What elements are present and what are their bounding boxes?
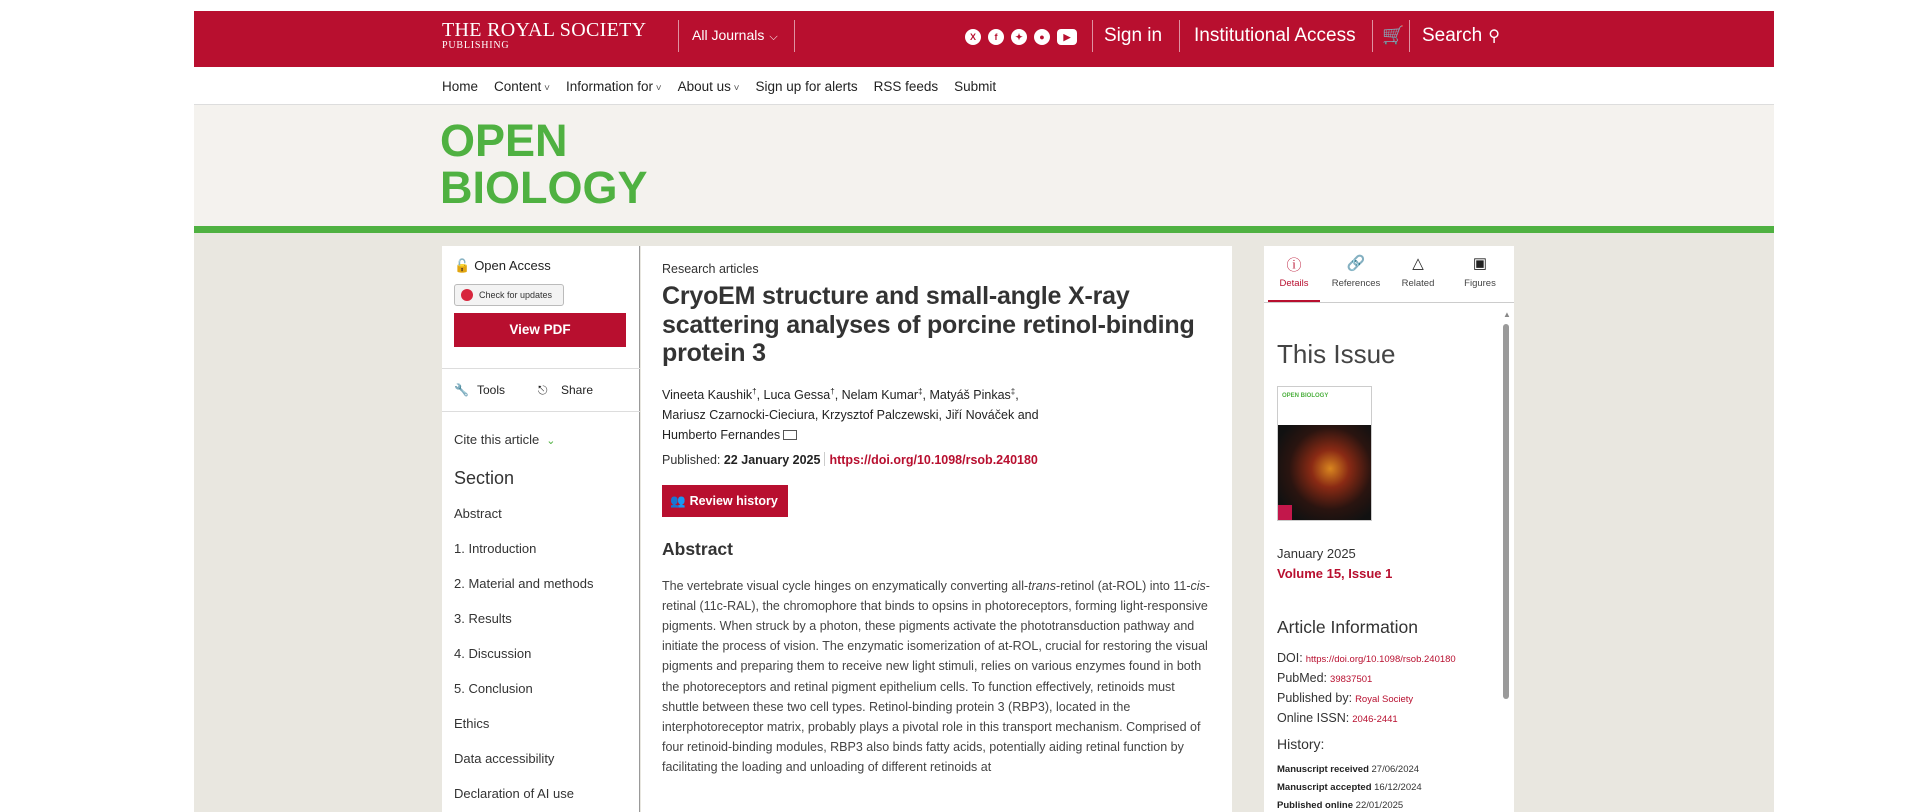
tools-button[interactable]	[454, 383, 505, 397]
section-list	[454, 506, 593, 812]
review-history-label: Review history	[689, 493, 778, 508]
history-label: Published online	[1277, 800, 1354, 811]
section-link-material-methods[interactable]: 2. Material and methods	[454, 576, 594, 591]
issn-label: Online ISSN:	[1277, 711, 1350, 725]
tab-label: Related	[1401, 278, 1435, 289]
history-date: 16/12/2024	[1374, 782, 1422, 793]
section-link-discussion[interactable]: 4. Discussion	[454, 646, 532, 661]
pubmed-info	[1277, 671, 1372, 685]
article-type: Research articles	[662, 262, 759, 276]
divider	[824, 452, 825, 466]
institutional-access-link[interactable]: Institutional Access	[1194, 25, 1356, 46]
email-icon[interactable]	[783, 430, 797, 440]
tools-label: Tools	[477, 383, 506, 397]
published-by-label: Published by:	[1277, 691, 1353, 705]
pubmed-label: PubMed:	[1277, 671, 1328, 685]
abstract-italic: trans	[1028, 578, 1056, 593]
divider	[1372, 20, 1373, 52]
abstract-segment: -retinal (11c-RAL), the chromophore that binds to opsins in photoreceptors, forming light-responsive pigments. When struck by a photon, these pigments activate the phototransduction pathway and initiate the process of vision. The enzymatic isomerization of at-ROL, crucial for restoring the visual pigments and preparing them to receive new light stimuli, relies on various enzymes found in both the photoreceptors and retinal pigment epithelium cells. To function effectively, retinoids must shuttle between these two cell types. Retinol-binding protein 3 (RBP3), located in the interphotoreceptor matrix, probably plays a pivotal role in this transport mechanism. Comprised of four retinoid-binding modules, RBP3 also binds fatty acids, potentially aiding retinal function by facilitating the loading and unloading of different retinoids at	[662, 578, 1210, 775]
sign-in-link[interactable]: Sign in	[1104, 25, 1163, 46]
section-link-abstract[interactable]: Abstract	[454, 506, 502, 521]
abstract-segment: -retinol (at-ROL) into 11-	[1055, 578, 1191, 593]
tab-label: References	[1331, 278, 1381, 289]
image-icon: ▣	[1472, 255, 1488, 272]
history-item	[1277, 782, 1422, 793]
cover-title: OPEN BIOLOGY	[1282, 393, 1329, 399]
abstract-text	[662, 576, 1212, 778]
published-label: Published:	[662, 452, 721, 467]
doi-info	[1277, 651, 1456, 665]
check-for-updates-button[interactable]	[454, 284, 564, 306]
author-note: ‡	[918, 386, 923, 396]
x-icon[interactable]: X	[965, 29, 981, 45]
tab-details[interactable]	[1264, 254, 1324, 289]
issue-date: January 2025	[1277, 546, 1356, 561]
cart-icon[interactable]: 🛒	[1382, 25, 1405, 45]
view-pdf-button[interactable]: View PDF	[454, 313, 626, 347]
journal-logo[interactable]	[440, 117, 648, 211]
share-icon: ⎋	[538, 383, 548, 397]
open-lock-icon: 🔓	[454, 258, 471, 273]
pubmed-link[interactable]: 39837501	[1330, 674, 1373, 685]
nav-submit[interactable]: Submit	[954, 79, 997, 94]
chevron-down-icon: ⌄	[546, 435, 556, 447]
author-name[interactable]: Mariusz Czarnocki-Cieciura	[662, 407, 815, 422]
history-heading: History:	[1277, 736, 1325, 752]
author-list: Vineeta Kaushik†, Luca Gessa†, Nelam Kumar‡, Matyáš Pinkas‡, Mariusz Czarnocki-Cieciura, Krzysztof Palczewski, Jiří Nováček and Humberto Fernandes	[662, 386, 1039, 442]
abstract-segment: The vertebrate visual cycle hinges on enzymatically converting all-	[662, 578, 1029, 593]
section-link-ai-declaration[interactable]: Declaration of AI use	[454, 786, 574, 801]
journal-name-line1: OPEN	[440, 115, 568, 166]
section-heading: Section	[454, 468, 515, 488]
cite-label: Cite this article	[454, 432, 540, 447]
wrench-icon: 🔧	[454, 383, 469, 397]
abstract-italic: cis	[1190, 578, 1206, 593]
divider	[1409, 20, 1410, 52]
divider	[1092, 20, 1093, 52]
scrollbar-thumb[interactable]	[1503, 324, 1509, 699]
doi-label: DOI:	[1277, 651, 1303, 665]
nav-content[interactable]: Content ˅	[494, 79, 550, 94]
author-name[interactable]: Humberto Fernandes	[662, 427, 781, 442]
bluesky-icon[interactable]: ✦	[1011, 29, 1027, 45]
section-link-data-accessibility[interactable]: Data accessibility	[454, 751, 555, 766]
check-for-updates-label: Check for updates	[479, 290, 553, 300]
chevron-down-icon: ⌵	[769, 31, 778, 43]
crossmark-icon	[461, 289, 473, 301]
journal-banner	[194, 105, 1774, 233]
section-link-introduction[interactable]: 1. Introduction	[454, 541, 537, 556]
history-label: Manuscript received	[1277, 764, 1369, 775]
cite-this-article-toggle[interactable]	[454, 432, 555, 447]
history-date: 22/01/2025	[1355, 800, 1404, 811]
author-name[interactable]: Luca Gessa	[763, 387, 831, 402]
tab-label: Details	[1279, 278, 1309, 289]
all-journals-dropdown[interactable]	[692, 27, 778, 44]
search-label: Search	[1422, 25, 1483, 46]
issn-link[interactable]: 2046-2441	[1352, 714, 1398, 725]
search-icon: ⚲	[1488, 28, 1500, 45]
tab-references[interactable]	[1326, 254, 1386, 289]
publisher-link[interactable]: Royal Society	[1355, 694, 1414, 705]
review-history-button[interactable]	[662, 485, 788, 517]
author-note: †	[752, 386, 757, 396]
author-note: †	[830, 386, 835, 396]
tools-share-row	[442, 368, 640, 412]
article-title: CryoEM structure and small-angle X-ray scattering analyses of porcine retinol-binding protein 3	[662, 282, 1195, 367]
network-icon: △	[1412, 255, 1424, 272]
nav-sign-up-alerts[interactable]: Sign up for alerts	[755, 79, 858, 94]
divider	[1179, 20, 1180, 52]
cover-artwork	[1278, 425, 1372, 521]
history-label: Manuscript accepted	[1277, 782, 1372, 793]
facebook-icon[interactable]: f	[988, 29, 1004, 45]
section-link-conclusion[interactable]: 5. Conclusion	[454, 681, 533, 696]
author-name[interactable]: Matyáš Pinkas	[929, 387, 1011, 402]
logo-line2: PUBLISHING	[442, 40, 510, 51]
logo-line1: THE ROYAL SOCIETY	[442, 19, 647, 41]
author-and: and	[1017, 407, 1039, 422]
divider	[794, 20, 795, 52]
this-issue-heading: This Issue	[1277, 339, 1396, 369]
author-name[interactable]: Jiří Nováček	[945, 407, 1015, 422]
share-label: Share	[561, 383, 594, 397]
social-links	[965, 29, 1077, 45]
nav-rss-feeds[interactable]: RSS feeds	[873, 79, 939, 94]
abstract-heading: Abstract	[662, 538, 733, 559]
cover-strip	[1278, 505, 1292, 521]
sidebar-tabs	[1264, 246, 1514, 303]
open-access-badge	[454, 258, 551, 274]
published-by-info	[1277, 691, 1413, 705]
divider	[678, 20, 679, 52]
history-item	[1277, 800, 1403, 811]
wechat-icon[interactable]: ●	[1034, 29, 1050, 45]
nav-information-for[interactable]: Information for ˅	[566, 79, 662, 94]
author-note: ‡	[1010, 386, 1016, 396]
author-name[interactable]: Vineeta Kaushik	[662, 387, 753, 402]
link-icon: 🔗	[1346, 255, 1366, 272]
nav-about-us[interactable]: About us ˅	[678, 79, 740, 94]
info-icon: ⓘ	[1286, 257, 1302, 274]
published-date: 22 January 2025	[723, 452, 821, 467]
all-journals-label: All Journals	[692, 27, 765, 43]
volume-issue-link[interactable]: Volume 15, Issue 1	[1277, 566, 1393, 581]
right-sidebar	[1264, 246, 1514, 812]
doi-link[interactable]: https://doi.org/10.1098/rsob.240180	[829, 452, 1038, 467]
section-link-results[interactable]: 3. Results	[454, 611, 512, 626]
history-item	[1277, 764, 1419, 775]
article-information-heading: Article Information	[1277, 617, 1419, 637]
people-icon: 👥	[670, 493, 686, 508]
author-name[interactable]: Nelam Kumar	[841, 387, 919, 402]
issue-cover-image[interactable]	[1277, 386, 1372, 521]
tab-figures[interactable]	[1450, 254, 1510, 289]
open-access-label: Open Access	[474, 258, 551, 273]
issn-info	[1277, 711, 1398, 725]
section-link-ethics[interactable]: Ethics	[454, 716, 490, 731]
tab-label: Figures	[1464, 278, 1496, 289]
royal-society-logo[interactable]	[442, 20, 646, 52]
history-date: 27/06/2024	[1371, 764, 1420, 775]
youtube-icon[interactable]: ▶	[1057, 29, 1077, 45]
sidebar-scrollbar[interactable]	[1502, 310, 1510, 808]
search-button[interactable]	[1422, 25, 1500, 47]
publication-row	[662, 452, 1212, 467]
left-sidebar	[442, 246, 640, 812]
nav-home[interactable]: Home	[442, 79, 479, 94]
secondary-nav	[194, 67, 1774, 105]
journal-name-line2: BIOLOGY	[440, 162, 648, 213]
article-main	[641, 246, 1232, 812]
scroll-up-icon[interactable]: ▲	[1503, 310, 1511, 319]
doi-value-link[interactable]: https://doi.org/10.1098/rsob.240180	[1305, 654, 1456, 665]
top-bar	[194, 11, 1774, 67]
share-button[interactable]	[538, 383, 593, 398]
author-name[interactable]: Krzysztof Palczewski	[821, 407, 939, 422]
tab-related[interactable]	[1388, 254, 1448, 289]
page-frame	[194, 11, 1774, 812]
